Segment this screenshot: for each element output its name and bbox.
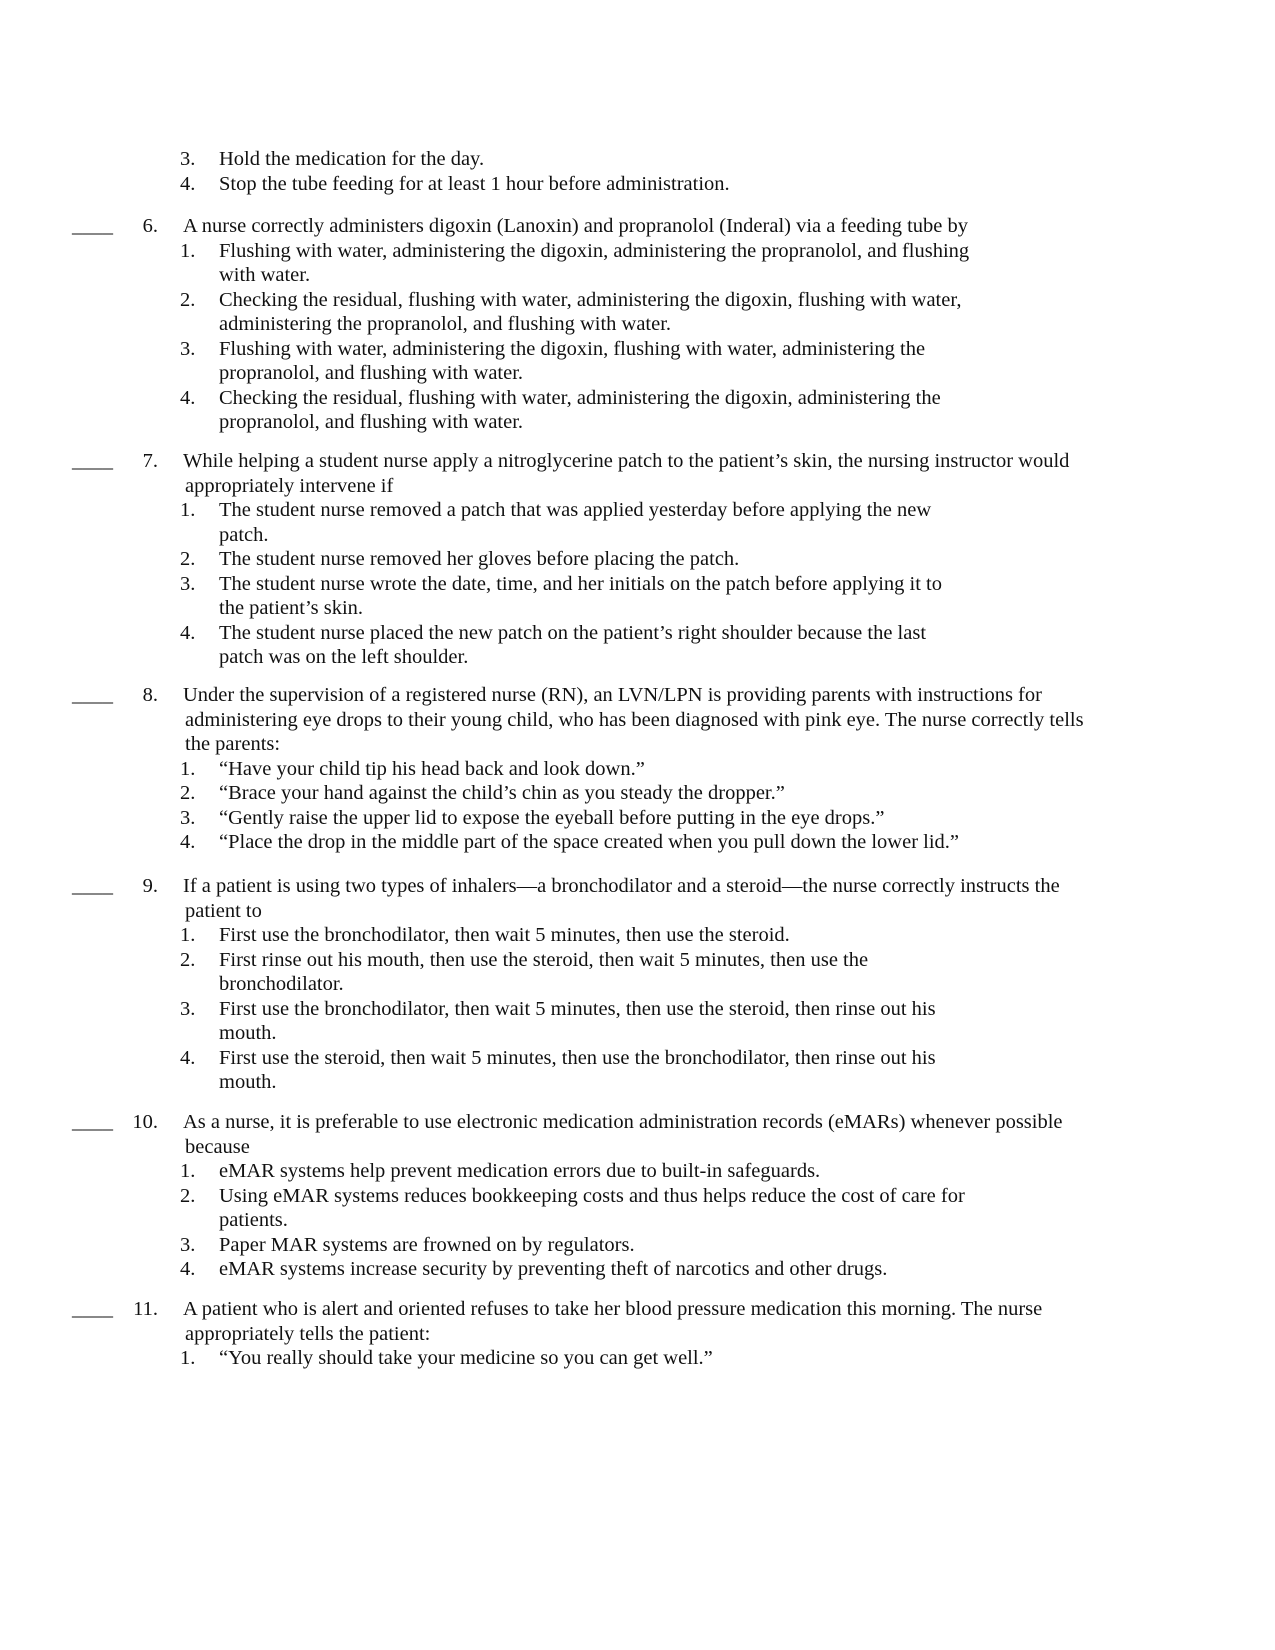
option-number: 3. xyxy=(180,337,196,360)
answer-option xyxy=(0,1346,1275,1371)
answer-option xyxy=(0,337,1275,386)
option-text-line: “You really should take your medicine so you can get well.” xyxy=(219,1347,713,1369)
option-number: 4. xyxy=(180,386,196,409)
question-stem-line: because xyxy=(185,1135,250,1158)
answer-option xyxy=(0,498,1275,547)
answer-blank[interactable]: ____ xyxy=(72,450,113,472)
option-text xyxy=(219,997,1049,1046)
question-stem-line: A patient who is alert and oriented refuses to take her blood pressure medication this morning. The nurse xyxy=(183,1298,1043,1320)
answer-option xyxy=(0,781,1275,806)
option-number: 4. xyxy=(180,1258,196,1280)
question-number: 8. xyxy=(142,684,158,706)
answer-options xyxy=(0,1346,1275,1371)
option-text xyxy=(219,498,1049,547)
option-text-line: First use the steroid, then wait 5 minutes, then use the bronchodilator, then rinse out his xyxy=(219,1046,936,1069)
option-number: 2. xyxy=(180,1184,196,1207)
answer-blank[interactable]: ____ xyxy=(72,875,113,897)
option-text xyxy=(219,1046,1049,1095)
option-text-line: The student nurse wrote the date, time, and her initials on the patch before applying it to xyxy=(219,572,942,595)
option-text-line: Flushing with water, administering the digoxin, administering the propranolol, and flushing xyxy=(219,239,970,262)
option-text xyxy=(219,547,1049,572)
answer-option xyxy=(0,547,1275,572)
option-number: 1. xyxy=(180,499,196,521)
option-text-line: with water. xyxy=(219,264,311,286)
continued-options xyxy=(0,147,1275,196)
option-text-line: the patient’s skin. xyxy=(219,597,364,619)
answer-option xyxy=(0,830,1275,855)
option-text-line: The student nurse placed the new patch on the patient’s right shoulder because the last xyxy=(219,621,927,644)
answer-option xyxy=(0,621,1275,670)
option-number: 3. xyxy=(180,997,196,1020)
option-number: 1. xyxy=(180,924,196,946)
option-number: 3. xyxy=(180,1233,196,1256)
option-text-line: “Place the drop in the middle part of the space created when you pull down the lower lid.” xyxy=(219,831,960,853)
option-number: 1. xyxy=(180,1347,196,1369)
answer-blank[interactable]: ____ xyxy=(72,1111,113,1133)
option-number: 2. xyxy=(180,782,196,804)
answer-option xyxy=(0,239,1275,288)
option-number: 4. xyxy=(180,621,196,644)
option-text xyxy=(219,1233,1049,1258)
answer-options xyxy=(0,239,1275,435)
option-number: 3. xyxy=(180,572,196,595)
answer-options xyxy=(0,1159,1275,1282)
option-text xyxy=(219,806,1049,831)
option-text-line: Checking the residual, flushing with water, administering the digoxin, flushing with water, xyxy=(219,288,962,311)
option-text-line: bronchodilator. xyxy=(219,973,344,995)
question-stem xyxy=(185,683,1195,757)
option-text xyxy=(219,572,1049,621)
option-text-line: eMAR systems help prevent medication errors due to built-in safeguards. xyxy=(219,1160,821,1182)
answer-option xyxy=(0,948,1275,997)
option-text xyxy=(219,1159,1049,1184)
answer-option xyxy=(0,172,1275,197)
option-text xyxy=(219,781,1049,806)
option-text-line: mouth. xyxy=(219,1071,277,1093)
option-text-line: mouth. xyxy=(219,1022,277,1044)
question-stem-line: If a patient is using two types of inhalers—a bronchodilator and a steroid—the nurse correctly instructs the xyxy=(183,875,1060,897)
answer-blank[interactable]: ____ xyxy=(72,684,113,706)
answer-blank[interactable]: ____ xyxy=(72,1298,113,1320)
question-stem-line: While helping a student nurse apply a nitroglycerine patch to the patient’s skin, the nursing instructor would xyxy=(183,450,1070,472)
question-number: 7. xyxy=(142,450,158,472)
option-text xyxy=(219,757,1049,782)
option-text-line: “Gently raise the upper lid to expose the eyeball before putting in the eye drops.” xyxy=(219,806,885,829)
question-number: 6. xyxy=(142,215,158,237)
option-number: 3. xyxy=(180,806,196,829)
option-number: 4. xyxy=(180,1046,196,1069)
answer-option xyxy=(0,1046,1275,1095)
option-text xyxy=(219,288,1049,337)
option-number: 1. xyxy=(180,757,196,780)
option-text-line: “Brace your hand against the child’s chin as you steady the dropper.” xyxy=(219,782,785,804)
answer-option xyxy=(0,572,1275,621)
option-text xyxy=(219,948,1049,997)
question-stem-line: patient to xyxy=(185,899,262,922)
option-text-line: “Have your child tip his head back and look down.” xyxy=(219,757,645,780)
option-text xyxy=(219,239,1049,288)
answer-option xyxy=(0,1257,1275,1282)
answer-blank[interactable]: ____ xyxy=(72,215,113,237)
option-text-line: patch. xyxy=(219,523,269,546)
question-stem xyxy=(185,874,1195,923)
question-stem xyxy=(185,1297,1195,1346)
option-text-line: Paper MAR systems are frowned on by regulators. xyxy=(219,1233,635,1256)
question-stem xyxy=(185,214,1195,239)
option-number: 2. xyxy=(180,548,196,570)
option-text xyxy=(219,830,1049,855)
answer-option xyxy=(0,997,1275,1046)
option-number: 3. xyxy=(180,148,196,170)
option-number: 2. xyxy=(180,948,196,971)
option-text xyxy=(219,386,1049,435)
answer-option xyxy=(0,757,1275,782)
answer-options xyxy=(0,757,1275,855)
option-text xyxy=(219,1257,1049,1282)
question-stem-line: Under the supervision of a registered nurse (RN), an LVN/LPN is providing parents with instructions for xyxy=(183,684,1042,706)
option-text xyxy=(219,1184,1049,1233)
option-number: 1. xyxy=(180,1160,196,1182)
answer-option xyxy=(0,288,1275,337)
option-number: 2. xyxy=(180,288,196,311)
option-text-line: Using eMAR systems reduces bookkeeping costs and thus helps reduce the cost of care for xyxy=(219,1184,965,1207)
answer-option xyxy=(0,806,1275,831)
option-text xyxy=(219,923,1049,948)
answer-option xyxy=(0,923,1275,948)
question-stem xyxy=(185,449,1195,498)
option-text xyxy=(219,621,1049,670)
question-stem-line: A nurse correctly administers digoxin (Lanoxin) and propranolol (Inderal) via a feeding tube by xyxy=(183,215,969,237)
option-text-line: First use the bronchodilator, then wait 5 minutes, then use the steroid, then rinse out his xyxy=(219,997,936,1020)
option-number: 1. xyxy=(180,239,196,262)
option-text: Stop the tube feeding for at least 1 hour before administration. xyxy=(219,172,730,195)
option-text-line: First use the bronchodilator, then wait 5 minutes, then use the steroid. xyxy=(219,924,790,946)
option-text-line: propranolol, and flushing with water. xyxy=(219,411,524,433)
answer-option xyxy=(0,1159,1275,1184)
answer-option xyxy=(0,386,1275,435)
option-text-line: administering the propranolol, and flushing with water. xyxy=(219,313,672,335)
option-number: 4. xyxy=(180,831,196,853)
question-number: 11. xyxy=(133,1298,158,1320)
option-text-line: The student nurse removed a patch that was applied yesterday before applying the new xyxy=(219,499,932,521)
option-text-line: First rinse out his mouth, then use the steroid, then wait 5 minutes, then use the xyxy=(219,948,869,971)
question-stem-line: the parents: xyxy=(185,733,281,755)
option-number: 4. xyxy=(180,172,196,195)
question-number: 9. xyxy=(142,875,158,897)
question-stem xyxy=(185,1110,1195,1159)
option-text-line: Checking the residual, flushing with water, administering the digoxin, administering the xyxy=(219,386,941,409)
answer-option xyxy=(0,1233,1275,1258)
option-text-line: patients. xyxy=(219,1209,288,1231)
option-text-line: The student nurse removed her gloves before placing the patch. xyxy=(219,548,740,570)
option-text xyxy=(219,1346,1049,1371)
answer-options xyxy=(0,498,1275,670)
question-stem-line: appropriately intervene if xyxy=(185,474,394,497)
option-text: Hold the medication for the day. xyxy=(219,148,485,170)
option-text-line: propranolol, and flushing with water. xyxy=(219,362,524,384)
question-stem-line: As a nurse, it is preferable to use electronic medication administration records (eMARs) whenever possible xyxy=(183,1111,1063,1133)
question-stem-line: appropriately tells the patient: xyxy=(185,1322,431,1345)
answer-options xyxy=(0,923,1275,1095)
question-number: 10. xyxy=(132,1111,158,1133)
option-text-line: eMAR systems increase security by preventing theft of narcotics and other drugs. xyxy=(219,1258,888,1280)
question-stem-line: administering eye drops to their young child, who has been diagnosed with pink eye. The nurse correctly tells xyxy=(185,708,1084,731)
option-text-line: patch was on the left shoulder. xyxy=(219,646,469,668)
answer-option xyxy=(0,147,1275,172)
option-text xyxy=(219,337,1049,386)
answer-option xyxy=(0,1184,1275,1233)
option-text-line: Flushing with water, administering the digoxin, flushing with water, administering the xyxy=(219,337,926,360)
